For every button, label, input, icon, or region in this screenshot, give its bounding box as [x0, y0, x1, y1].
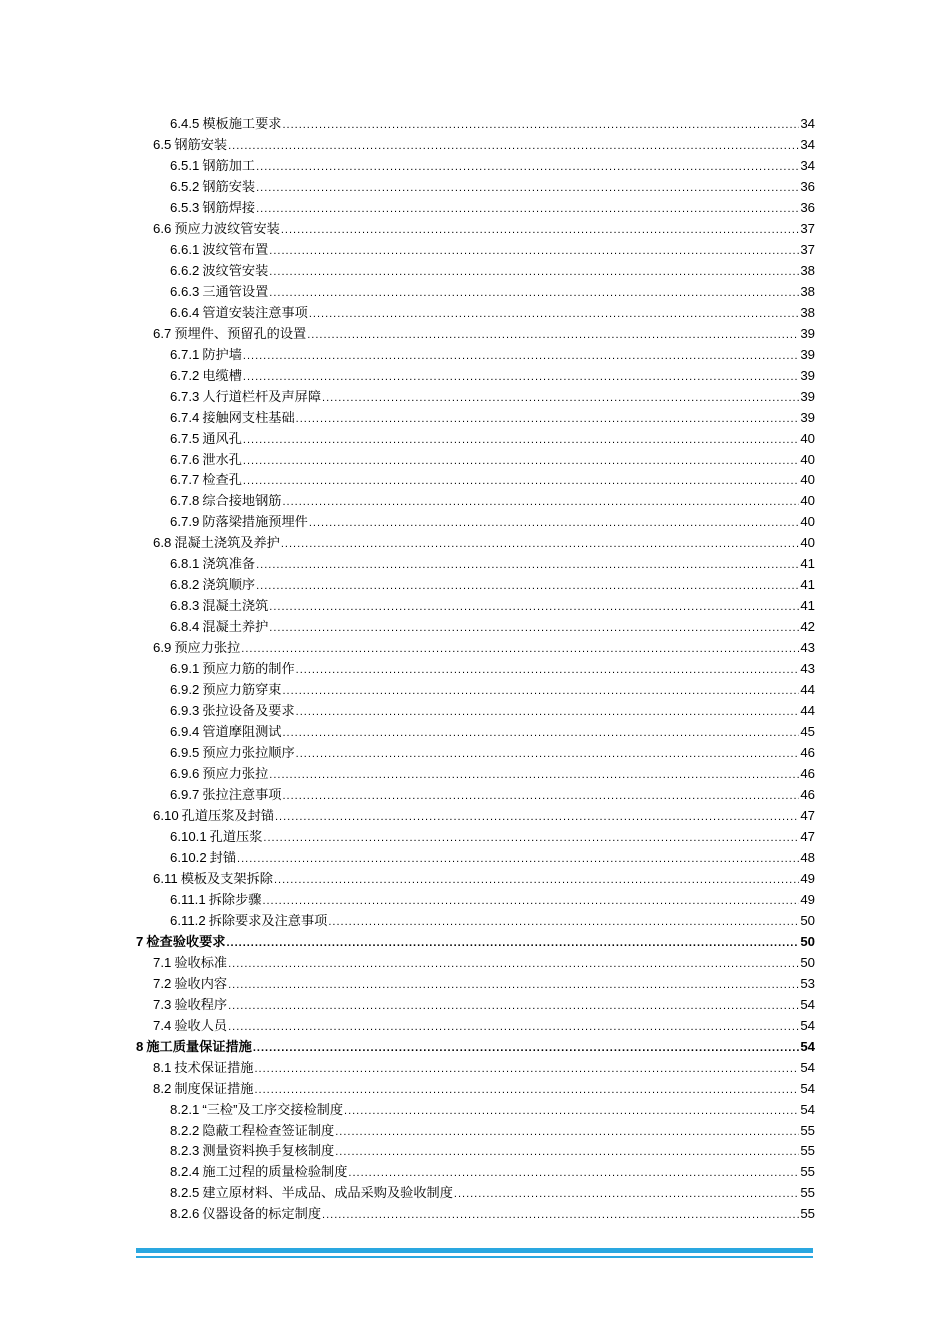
toc-entry-number: 8.2.3: [170, 1143, 200, 1159]
toc-entry[interactable]: [136, 366, 815, 387]
toc-dot-leader: [243, 430, 799, 451]
toc-entry-page: 41: [800, 556, 815, 572]
toc-entry[interactable]: [136, 764, 815, 785]
toc-entry[interactable]: [136, 114, 815, 135]
toc-entry-page: 55: [800, 1206, 815, 1222]
toc-entry-page: 40: [800, 535, 815, 551]
toc-entry-title: 施工过程的质量检验制度: [202, 1164, 348, 1180]
toc-dot-leader: [256, 555, 799, 576]
toc-entry-number: 6.9.7: [170, 787, 200, 802]
toc-entry-title: 综合接地钢筋: [202, 493, 282, 509]
toc-entry-page: 38: [800, 262, 815, 278]
toc-entry[interactable]: [136, 156, 815, 177]
toc-dot-leader: [322, 388, 799, 409]
toc-entry[interactable]: [136, 869, 815, 890]
toc-entry-title: 预应力张拉顺序: [202, 745, 295, 761]
toc-entry-number: 8.2.5: [170, 1185, 200, 1201]
toc-entry-number: 6.5.3: [170, 199, 200, 215]
toc-dot-leader: [328, 912, 799, 933]
toc-entry-number: 6.9.5: [170, 745, 200, 761]
toc-entry-page: 55: [800, 1143, 815, 1159]
toc-dot-leader: [256, 157, 799, 178]
toc-dot-leader: [269, 283, 799, 304]
toc-dot-leader: [241, 639, 799, 660]
toc-entry[interactable]: [136, 512, 815, 533]
toc-entry-title: 钢筋加工: [202, 157, 256, 173]
toc-dot-leader: [269, 241, 799, 262]
toc-entry-title: 技术保证措施: [174, 1059, 254, 1075]
toc-entry[interactable]: [136, 240, 815, 261]
toc-entry-title: 封锚: [209, 849, 237, 865]
toc-entry-title: 钢筋焊接: [202, 199, 256, 215]
toc-dot-leader: [243, 346, 799, 367]
toc-entry-page: 40: [800, 514, 815, 530]
toc-entry-number: 6.7: [153, 325, 172, 341]
toc-entry-title: 预应力筋的制作: [202, 661, 295, 677]
toc-entry-number: 6.5.2: [170, 178, 200, 194]
toc-entry-page: 50: [800, 912, 815, 928]
toc-dot-leader: [263, 828, 799, 849]
toc-entry-page: 46: [800, 787, 815, 802]
toc-entry[interactable]: [136, 1100, 815, 1121]
toc-entry-page: 55: [800, 1185, 815, 1201]
toc-entry-title: 混凝土养护: [202, 619, 269, 635]
toc-dot-leader: [228, 136, 799, 157]
toc-entry[interactable]: [136, 450, 815, 471]
toc-entry-title: 通风孔: [202, 430, 242, 446]
toc-dot-leader: [269, 597, 799, 618]
toc-entry-title: 测量资料换手复核制度: [202, 1143, 335, 1159]
toc-entry-number: 6.7.7: [170, 472, 200, 488]
toc-entry-title: 建立原材料、半成品、成品采购及验收制度: [202, 1185, 453, 1201]
toc-dot-leader: [256, 199, 799, 220]
toc-entry-title: 张拉注意事项: [202, 787, 282, 802]
toc-entry-number: 6.6.1: [170, 241, 200, 257]
toc-entry[interactable]: [136, 995, 815, 1016]
toc-entry-number: 6.11.2: [170, 912, 206, 928]
toc-entry-page: 37: [800, 220, 815, 236]
toc-entry[interactable]: [136, 659, 815, 680]
toc-entry-page: 54: [800, 1017, 815, 1033]
toc-entry-page: 38: [800, 304, 815, 320]
toc-entry-number: 7.3: [153, 996, 172, 1012]
toc-entry-title: 防落梁措施预埋件: [202, 514, 308, 530]
footer-rule-thick: [136, 1248, 813, 1253]
toc-entry-number: 6.7.5: [170, 430, 200, 446]
toc-entry-number: 6.9.4: [170, 724, 200, 740]
toc-entry[interactable]: [136, 429, 815, 450]
toc-entry[interactable]: [136, 617, 815, 638]
toc-entry[interactable]: [136, 491, 815, 512]
toc-entry[interactable]: [136, 827, 815, 848]
toc-entry-title: 浇筑准备: [202, 556, 256, 572]
toc-entry-page: 45: [800, 724, 815, 740]
toc-dot-leader: [228, 975, 799, 996]
toc-entry[interactable]: [136, 345, 815, 366]
toc-entry-number: 6.6.3: [170, 283, 200, 299]
toc-entry-number: 6.9.1: [170, 661, 200, 677]
toc-entry-number: 8.2.6: [170, 1206, 200, 1222]
toc-dot-leader: [256, 576, 799, 597]
toc-entry-title: 拆除步骤: [208, 891, 262, 907]
toc-entry-number: 6.8: [153, 535, 172, 551]
toc-entry[interactable]: [136, 680, 815, 701]
toc-entry-number: 6.7.3: [170, 388, 200, 404]
toc-entry-title: 验收人员: [174, 1017, 228, 1033]
toc-dot-leader: [275, 807, 799, 828]
toc-entry-title: 施工质量保证措施: [146, 1038, 252, 1054]
toc-entry-number: 6.6: [153, 220, 172, 236]
toc-entry[interactable]: [136, 533, 815, 554]
toc-entry-title: 接触网支柱基础: [202, 409, 295, 425]
toc-dot-leader: [296, 702, 800, 723]
toc-entry-number: 6.8.4: [170, 619, 200, 635]
toc-entry-title: 孔道压浆: [209, 828, 263, 844]
toc-entry-page: 55: [800, 1164, 815, 1180]
toc-dot-leader: [228, 954, 799, 975]
toc-entry-title: 检查孔: [202, 472, 242, 488]
toc-entry-title: “三检”及工序交接检制度: [202, 1101, 344, 1117]
toc-dot-leader: [309, 513, 799, 534]
toc-entry-number: 7.1: [153, 954, 172, 970]
toc-entry[interactable]: [136, 848, 815, 869]
toc-dot-leader: [281, 220, 799, 241]
toc-dot-leader: [282, 723, 799, 744]
toc-entry-page: 34: [800, 157, 815, 173]
toc-entry-title: 管道安装注意事项: [202, 304, 308, 320]
toc-entry-page: 43: [800, 661, 815, 677]
toc-entry[interactable]: [136, 974, 815, 995]
toc-entry-number: 6.7.1: [170, 346, 200, 362]
toc-dot-leader: [335, 1142, 799, 1163]
toc-dot-leader: [296, 744, 800, 765]
toc-entry[interactable]: [136, 953, 815, 974]
toc-entry-number: 6.8.1: [170, 556, 200, 572]
toc-dot-leader: [296, 409, 800, 430]
toc-entry-page: 47: [800, 807, 815, 823]
toc-entry-title: 电缆槽: [202, 367, 242, 383]
toc-entry[interactable]: [136, 785, 815, 806]
toc-entry-title: 波纹管安装: [202, 262, 269, 278]
toc-entry-page: 39: [800, 409, 815, 425]
toc-entry-title: 混凝土浇筑: [202, 598, 269, 614]
toc-entry-page: 39: [800, 346, 815, 362]
toc-dot-leader: [228, 1017, 799, 1038]
toc-entry-title: 钢筋安装: [202, 178, 256, 194]
toc-entry[interactable]: [136, 1204, 815, 1225]
toc-entry[interactable]: [136, 743, 815, 764]
toc-entry-title: 预埋件、预留孔的设置: [174, 325, 307, 341]
toc-entry-number: 6.10: [153, 807, 179, 823]
toc-entry[interactable]: [136, 596, 815, 617]
toc-entry-title: 仪器设备的标定制度: [202, 1206, 322, 1222]
toc-entry-number: 8.2.4: [170, 1164, 200, 1180]
toc-entry-page: 44: [800, 682, 815, 698]
toc-entry-page: 46: [800, 766, 815, 782]
toc-dot-leader: [256, 178, 799, 199]
toc-entry[interactable]: [136, 219, 815, 240]
toc-entry-title: 验收程序: [174, 996, 228, 1012]
toc-entry-page: 41: [800, 577, 815, 593]
toc-entry-page: 41: [800, 598, 815, 614]
toc-dot-leader: [254, 1059, 799, 1080]
toc-entry-title: 拆除要求及注意事项: [208, 912, 328, 928]
toc-entry-number: 6.7.8: [170, 493, 200, 509]
toc-dot-leader: [274, 870, 799, 891]
toc-entry[interactable]: [136, 1183, 815, 1204]
toc-entry[interactable]: [136, 806, 815, 827]
toc-dot-leader: [282, 786, 799, 807]
toc-entry-page: 50: [800, 954, 815, 970]
toc-dot-leader: [262, 891, 799, 912]
toc-entry[interactable]: [136, 575, 815, 596]
toc-entry-title: 验收内容: [174, 975, 228, 991]
toc-dot-leader: [322, 1205, 799, 1226]
toc-entry-page: 49: [800, 891, 815, 907]
toc-entry-page: 44: [800, 703, 815, 719]
toc-entry-number: 6.4.5: [170, 116, 200, 131]
toc-entry[interactable]: [136, 722, 815, 743]
toc-dot-leader: [282, 681, 799, 702]
toc-dot-leader: [269, 765, 799, 786]
toc-entry-number: 6.5.1: [170, 157, 200, 173]
toc-entry-number: 6.9.6: [170, 766, 200, 782]
toc-entry-number: 6.8.2: [170, 577, 200, 593]
toc-entry-page: 46: [800, 745, 815, 761]
toc-entry-page: 34: [800, 116, 815, 131]
toc-entry-title: 预应力张拉: [174, 640, 241, 656]
toc-entry[interactable]: [136, 1037, 815, 1058]
toc-entry[interactable]: [136, 408, 815, 429]
toc-entry[interactable]: [136, 303, 815, 324]
toc-entry[interactable]: [136, 387, 815, 408]
toc-dot-leader: [243, 471, 799, 492]
toc-entry[interactable]: [136, 890, 815, 911]
toc-entry-page: 36: [800, 199, 815, 215]
toc-entry-number: 8.2.2: [170, 1122, 200, 1138]
toc-entry-number: 6.8.3: [170, 598, 200, 614]
toc-entry-page: 39: [800, 367, 815, 383]
toc-entry-title: 钢筋安装: [174, 136, 228, 152]
toc-entry-title: 波纹管布置: [202, 241, 269, 257]
toc-entry[interactable]: [136, 554, 815, 575]
toc-entry[interactable]: [136, 198, 815, 219]
toc-entry-title: 模板施工要求: [202, 116, 282, 131]
toc-entry-page: 54: [800, 1101, 815, 1117]
toc-dot-leader: [254, 1080, 799, 1101]
toc-entry-title: 预应力张拉: [202, 766, 269, 782]
toc-entry-number: 6.7.4: [170, 409, 200, 425]
toc-entry-title: 混凝土浇筑及养护: [174, 535, 280, 551]
toc-entry-page: 43: [800, 640, 815, 656]
toc-dot-leader: [237, 849, 799, 870]
toc-entry-number: 6.9.2: [170, 682, 200, 698]
toc-dot-leader: [243, 367, 799, 388]
toc-entry-title: 管道摩阻测试: [202, 724, 282, 740]
toc-entry-title: 孔道压浆及封锚: [181, 807, 274, 823]
toc-dot-leader: [269, 262, 799, 283]
toc-entry-title: 三通管设置: [202, 283, 269, 299]
toc-dot-leader: [282, 492, 799, 513]
toc-entry-title: 防护墙: [202, 346, 242, 362]
toc-entry-number: 6.11.1: [170, 891, 206, 907]
toc-dot-leader: [228, 996, 799, 1017]
toc-entry[interactable]: [136, 638, 815, 659]
toc-entry-page: 53: [800, 975, 815, 991]
toc-entry-page: 54: [800, 1080, 815, 1096]
toc-entry-title: 预应力筋穿束: [202, 682, 282, 698]
toc-entry[interactable]: [136, 470, 815, 491]
toc-entry-title: 预应力波纹管安装: [174, 220, 280, 236]
toc-entry-page: 42: [800, 619, 815, 635]
toc-entry-page: 49: [800, 870, 815, 886]
toc-entry-page: 54: [800, 1038, 815, 1054]
toc-entry-page: 40: [800, 451, 815, 467]
footer-rule-thin: [136, 1256, 813, 1258]
toc-entry-title: 泄水孔: [202, 451, 242, 467]
toc-dot-leader: [243, 451, 799, 472]
toc-entry[interactable]: [136, 1162, 815, 1183]
toc-dot-leader: [253, 1038, 799, 1059]
toc-entry-page: 36: [800, 178, 815, 194]
toc-entry-number: 7.4: [153, 1017, 172, 1033]
toc-entry-number: 8.1: [153, 1059, 172, 1075]
toc-entry-page: 40: [800, 472, 815, 488]
toc-entry-page: 54: [800, 996, 815, 1012]
toc-entry[interactable]: [136, 1121, 815, 1142]
toc-entry-page: 39: [800, 325, 815, 341]
toc-entry-page: 40: [800, 430, 815, 446]
toc-entry-number: 6.7.9: [170, 514, 200, 530]
toc-entry-number: 6.6.2: [170, 262, 200, 278]
toc-dot-leader: [344, 1101, 799, 1122]
toc-entry-title: 制度保证措施: [174, 1080, 254, 1096]
toc-entry-title: 模板及支架拆除: [180, 870, 273, 886]
toc-entry-page: 50: [800, 933, 815, 949]
table-of-contents: [136, 114, 815, 1225]
toc-entry-page: 39: [800, 388, 815, 404]
toc-entry-title: 人行道栏杆及声屏障: [202, 388, 322, 404]
toc-dot-leader: [226, 933, 799, 954]
toc-dot-leader: [309, 304, 799, 325]
toc-entry[interactable]: [136, 1058, 815, 1079]
toc-entry-title: 张拉设备及要求: [202, 703, 295, 719]
toc-dot-leader: [296, 660, 800, 681]
toc-entry[interactable]: [136, 1016, 815, 1037]
toc-dot-leader: [454, 1184, 799, 1205]
toc-entry-title: 验收标准: [174, 954, 228, 970]
toc-entry-page: 37: [800, 241, 815, 257]
toc-entry-page: 40: [800, 493, 815, 509]
toc-dot-leader: [335, 1122, 799, 1143]
toc-entry[interactable]: [136, 261, 815, 282]
toc-entry-number: 8: [136, 1038, 144, 1054]
toc-entry[interactable]: [136, 911, 815, 932]
toc-entry-number: 8.2.1: [170, 1101, 200, 1117]
toc-entry-title: 检查验收要求: [146, 933, 226, 949]
toc-entry[interactable]: [136, 1141, 815, 1162]
toc-entry-number: 6.10.1: [170, 828, 207, 844]
toc-entry-page: 54: [800, 1059, 815, 1075]
toc-entry-number: 6.5: [153, 136, 172, 152]
toc-dot-leader: [281, 534, 799, 555]
toc-entry-title: 浇筑顺序: [202, 577, 256, 593]
toc-entry[interactable]: [136, 701, 815, 722]
toc-entry[interactable]: [136, 177, 815, 198]
toc-entry[interactable]: [136, 1079, 815, 1100]
toc-entry-number: 6.9: [153, 640, 172, 656]
toc-entry-number: 6.11: [153, 870, 178, 886]
toc-entry-page: 38: [800, 283, 815, 299]
toc-entry[interactable]: [136, 135, 815, 156]
toc-entry-number: 7: [136, 933, 144, 949]
toc-dot-leader: [269, 618, 799, 639]
toc-dot-leader: [307, 325, 799, 346]
toc-entry-title: 隐蔽工程检查签证制度: [202, 1122, 335, 1138]
toc-entry-number: 6.7.2: [170, 367, 200, 383]
toc-entry-number: 6.9.3: [170, 703, 200, 719]
toc-entry[interactable]: [136, 282, 815, 303]
toc-entry[interactable]: [136, 324, 815, 345]
toc-entry-page: 47: [800, 828, 815, 844]
toc-entry-page: 34: [800, 136, 815, 152]
toc-entry-number: 6.10.2: [170, 849, 207, 865]
toc-entry-page: 48: [800, 849, 815, 865]
toc-entry-number: 7.2: [153, 975, 172, 991]
toc-entry-number: 8.2: [153, 1080, 172, 1096]
toc-dot-leader: [348, 1163, 799, 1184]
toc-dot-leader: [282, 115, 799, 136]
toc-entry-number: 6.6.4: [170, 304, 200, 320]
toc-entry[interactable]: [136, 932, 815, 953]
toc-entry-page: 55: [800, 1122, 815, 1138]
toc-entry-number: 6.7.6: [170, 451, 200, 467]
